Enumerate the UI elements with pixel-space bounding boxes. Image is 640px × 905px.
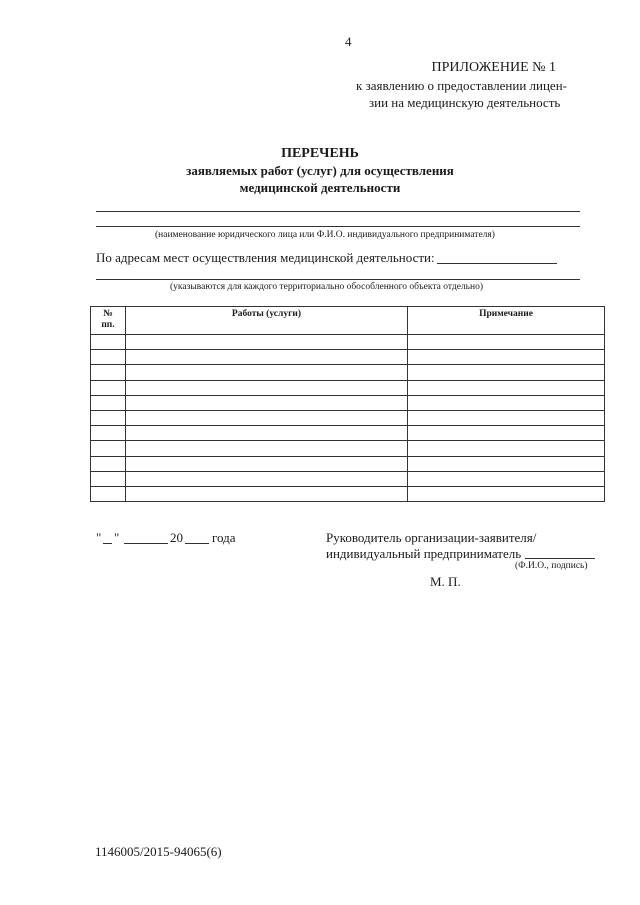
- note-cell: [408, 380, 605, 395]
- number-cell: [91, 456, 126, 471]
- entity-name-line-2: [96, 226, 580, 227]
- works-cell: [126, 395, 408, 410]
- table-row: [91, 395, 605, 410]
- date-day-blank: [103, 543, 112, 544]
- number-cell: [91, 395, 126, 410]
- table-row: [91, 441, 605, 456]
- note-cell: [408, 350, 605, 365]
- column-header-note: Примечание: [408, 307, 605, 335]
- note-cell: [408, 365, 605, 380]
- works-cell: [126, 426, 408, 441]
- number-cell: [91, 486, 126, 501]
- date-quote-open: ": [96, 530, 102, 545]
- table-row: [91, 426, 605, 441]
- appendix-line-2: зии на медицинскую деятельность: [369, 95, 561, 110]
- note-cell: [408, 410, 605, 425]
- table-row: [91, 471, 605, 486]
- note-cell: [408, 456, 605, 471]
- page-number: 4: [345, 34, 352, 49]
- address-blank: [437, 263, 557, 264]
- date-year-suffix: года: [212, 530, 236, 545]
- table-row: [91, 335, 605, 350]
- document-subtitle-2: медицинской деятельности: [239, 180, 401, 195]
- number-cell: [91, 335, 126, 350]
- number-cell: [91, 350, 126, 365]
- number-cell: [91, 471, 126, 486]
- date-year-prefix: 20: [170, 530, 183, 545]
- works-cell: [126, 410, 408, 425]
- table-header-row: [91, 307, 605, 335]
- table-row: [91, 410, 605, 425]
- note-cell: [408, 335, 605, 350]
- signature-blank: [525, 558, 595, 559]
- note-cell: [408, 486, 605, 501]
- works-cell: [126, 471, 408, 486]
- stamp-label: М. П.: [430, 574, 461, 589]
- signature-line-1: Руководитель организации-заявителя/: [326, 530, 537, 545]
- note-cell: [408, 426, 605, 441]
- works-cell: [126, 365, 408, 380]
- note-cell: [408, 471, 605, 486]
- table-row: [91, 380, 605, 395]
- column-header-number-line-1: №: [103, 309, 113, 319]
- number-cell: [91, 380, 126, 395]
- entity-name-line-1: [96, 211, 580, 212]
- works-cell: [126, 380, 408, 395]
- address-line: [96, 279, 580, 280]
- entity-name-caption: (наименование юридического лица или Ф.И.О. индивидуального предпринимателя): [155, 230, 495, 240]
- note-cell: [408, 395, 605, 410]
- footer-document-code: 1146005/2015-94065(6): [95, 844, 222, 859]
- date-quote-close: ": [114, 530, 120, 545]
- appendix-line-1: к заявлению о предоставлении лицен-: [356, 78, 567, 93]
- works-cell: [126, 456, 408, 471]
- works-cell: [126, 441, 408, 456]
- number-cell: [91, 426, 126, 441]
- table-row: [91, 456, 605, 471]
- date-month-blank: [124, 543, 168, 544]
- document-subtitle-1: заявляемых работ (услуг) для осуществления: [186, 163, 454, 178]
- works-table: [90, 306, 605, 502]
- works-cell: [126, 335, 408, 350]
- table-row: [91, 486, 605, 501]
- signature-line-2: индивидуальный предприниматель: [326, 546, 522, 561]
- works-cell: [126, 350, 408, 365]
- address-caption: (указываются для каждого территориально обособленного объекта отдельно): [170, 282, 483, 292]
- note-cell: [408, 441, 605, 456]
- column-header-number: [91, 307, 126, 335]
- table-row: [91, 365, 605, 380]
- signature-caption: (Ф.И.О., подпись): [515, 561, 588, 571]
- works-cell: [126, 486, 408, 501]
- table-row: [91, 350, 605, 365]
- document-title: ПЕРЕЧЕНЬ: [281, 146, 359, 161]
- number-cell: [91, 365, 126, 380]
- column-header-works: Работы (услуги): [126, 307, 408, 335]
- number-cell: [91, 410, 126, 425]
- number-cell: [91, 441, 126, 456]
- address-label: По адресам мест осуществления медицинской деятельности:: [96, 250, 435, 265]
- date-year-blank: [185, 543, 209, 544]
- column-header-number-line-2: пп.: [101, 320, 115, 330]
- appendix-title: ПРИЛОЖЕНИЕ № 1: [431, 60, 556, 75]
